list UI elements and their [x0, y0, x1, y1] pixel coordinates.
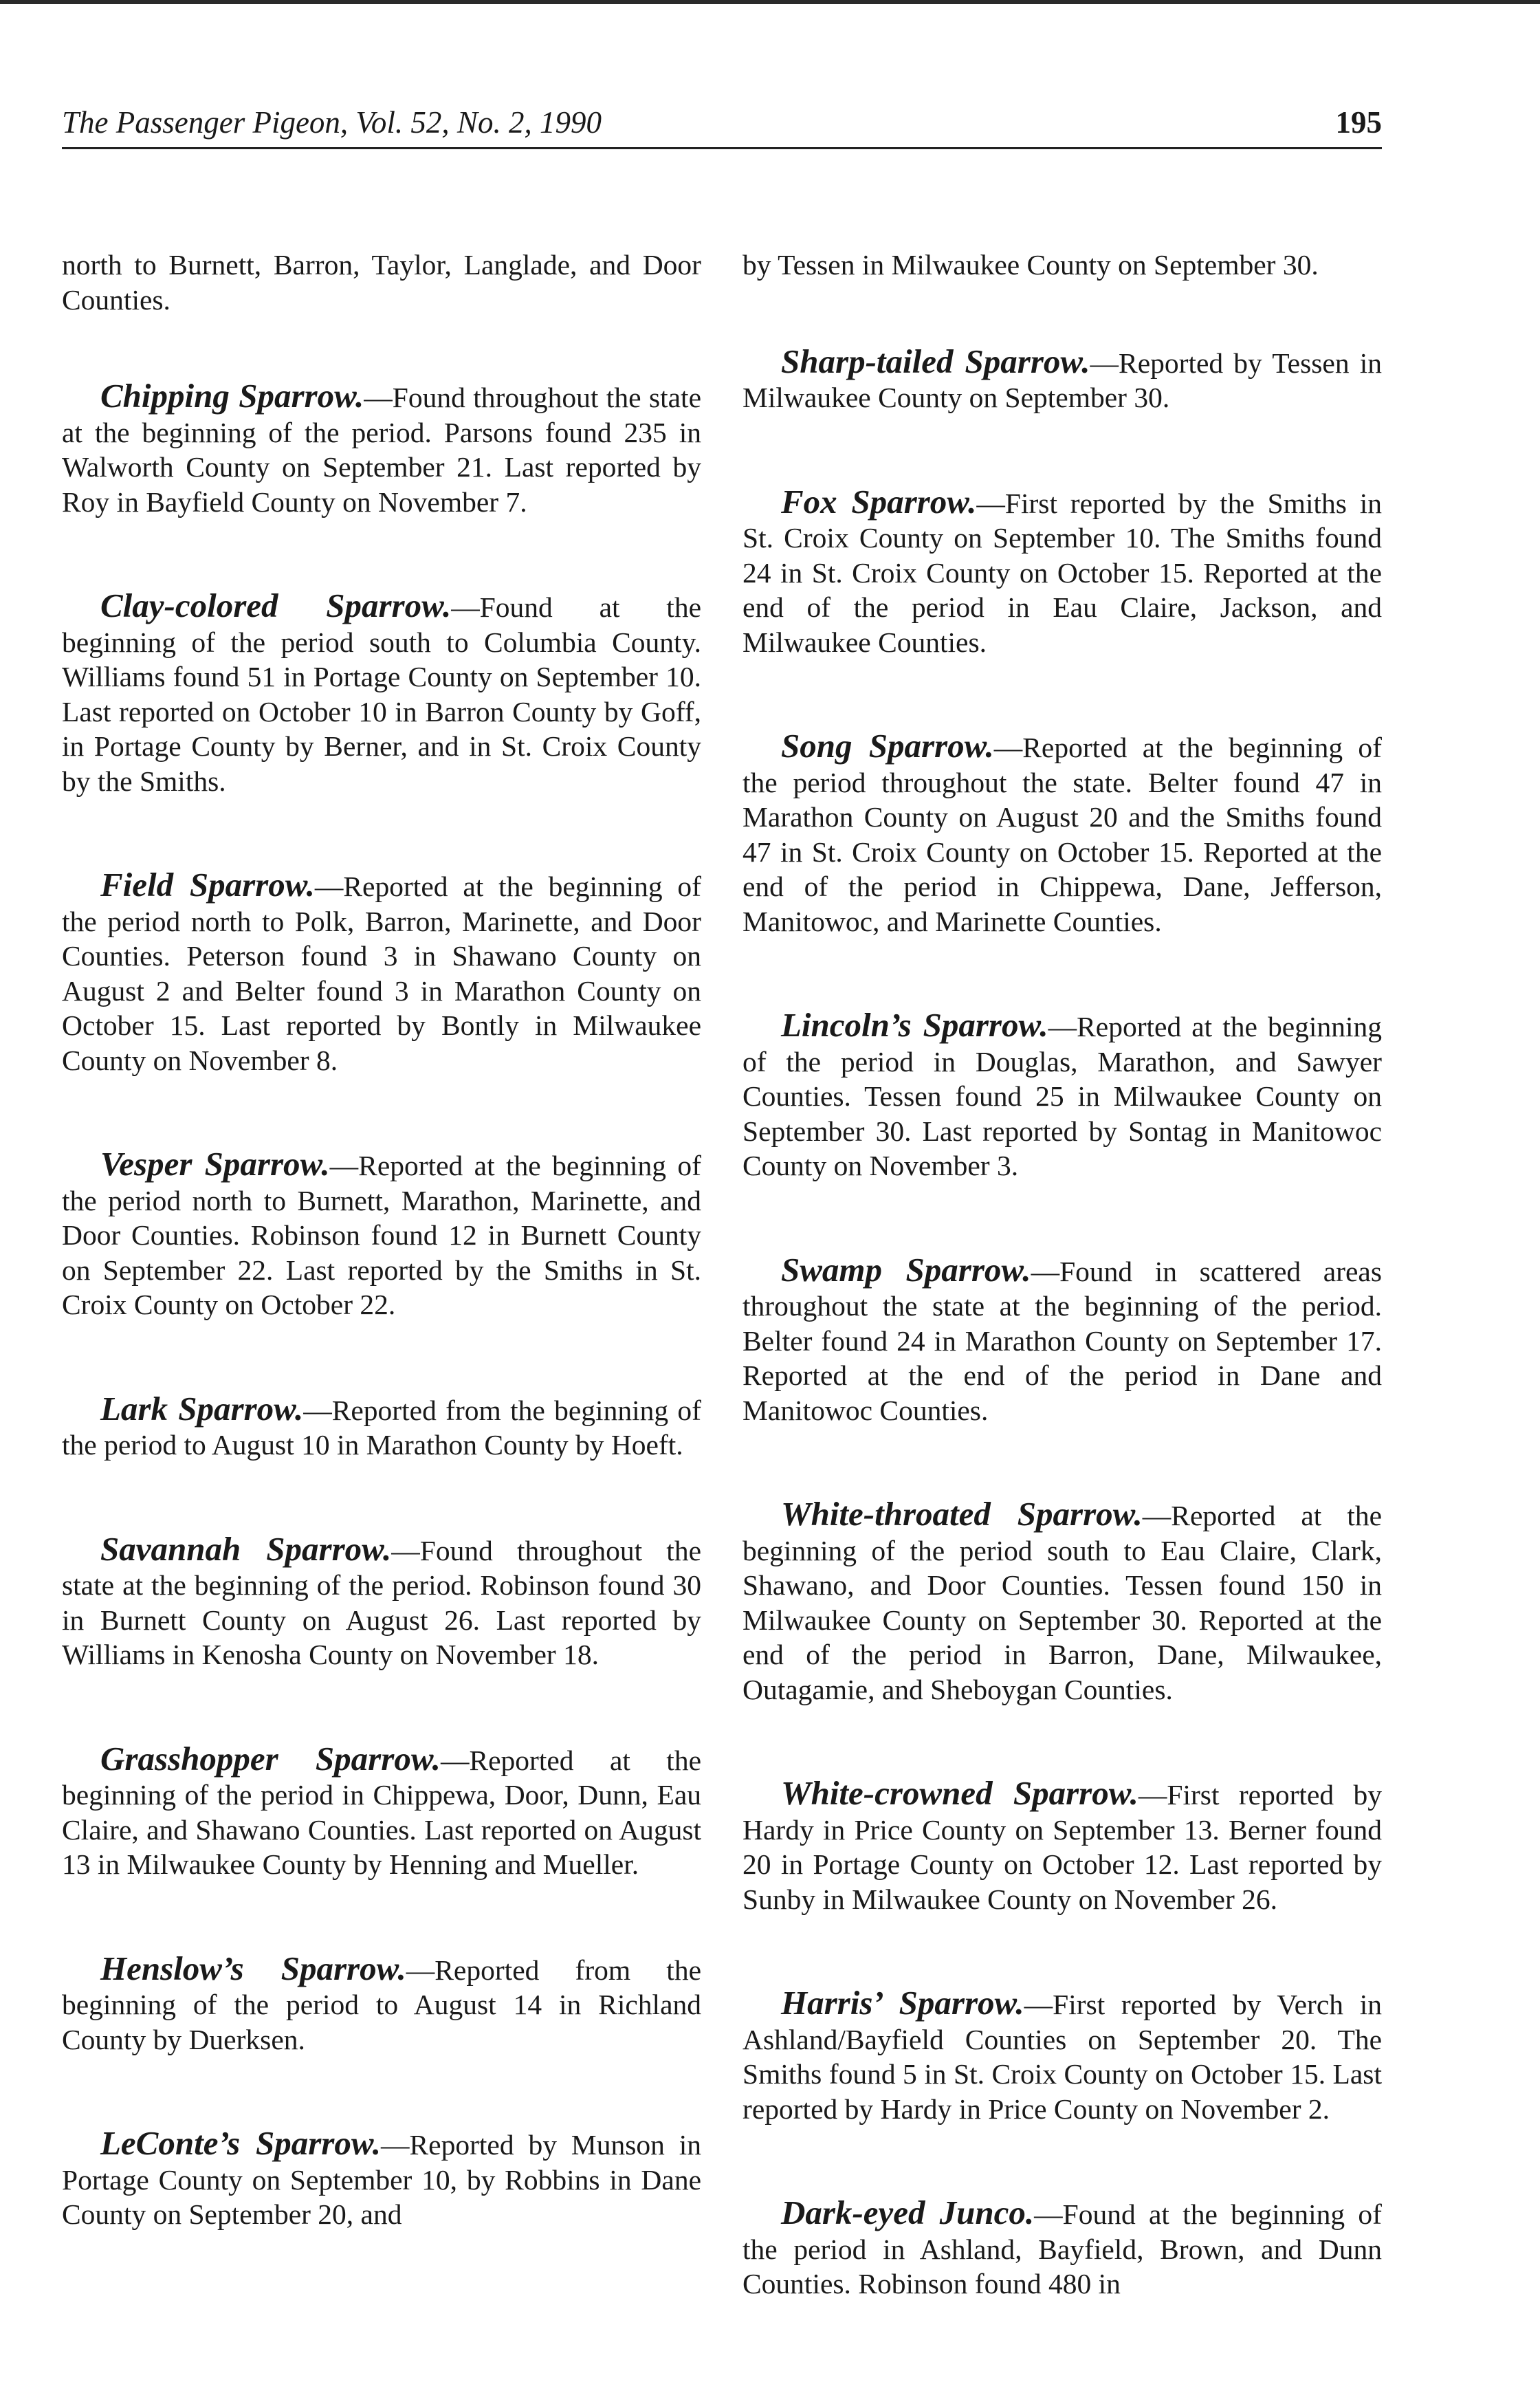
- species-entry: [62, 868, 701, 1078]
- species-name: Harris’ Sparrow.: [781, 1984, 1024, 2022]
- species-name: Song Sparrow.: [781, 727, 994, 765]
- species-account: —Reported at the beginning of the period north to Burnett, Marathon, Marinette, and Door Counties. Robinson found 12 in Burnett County on September 22. Last reported by the Smiths in St. Croix County on October 22.: [62, 1150, 701, 1320]
- species-account: —Reported at the beginning of the period in Douglas, Marathon, and Sawyer Counties. Tessen found 25 in Milwaukee County on September 30. Last reported by Sontag in Manitowoc County on November 3.: [742, 1011, 1382, 1181]
- species-name: Vesper Sparrow.: [100, 1145, 330, 1183]
- species-name: Field Sparrow.: [100, 866, 315, 904]
- species-entry: [62, 1739, 701, 1882]
- left-column: [62, 248, 701, 2302]
- species-entry: [742, 1250, 1382, 1428]
- species-name: Savannah Sparrow.: [100, 1529, 392, 1568]
- species-entry: [742, 1497, 1382, 1707]
- species-account: —Reported at the beginning of the period north to Polk, Barron, Marinette, and Door Counties. Peterson found 3 in Shawano County on August 2 and Belter found 3 in Marathon County on October 15. Last reported by Bontly in Milwaukee County on November 8.: [62, 871, 701, 1076]
- species-entry: [742, 729, 1382, 939]
- species-name: Lincoln’s Sparrow.: [781, 1006, 1048, 1044]
- species-entry: [742, 1776, 1382, 1916]
- right-column: [742, 248, 1382, 2371]
- species-entry: [62, 379, 701, 519]
- species-entry: [62, 2126, 701, 2232]
- species-name: Sharp-tailed Sparrow.: [781, 342, 1090, 380]
- species-account: —Reported from the beginning of the period to August 10 in Marathon County by Hoeft.: [62, 1394, 701, 1461]
- species-name: Henslow’s Sparrow.: [100, 1949, 406, 1987]
- species-name: Swamp Sparrow.: [781, 1250, 1031, 1289]
- species-name: Chipping Sparrow.: [100, 377, 364, 415]
- species-name: Clay-colored Sparrow.: [100, 587, 452, 624]
- species-account: —First reported by Verch in Ashland/Bayfield Counties on September 20. The Smiths found 5 in St. Croix County on October 15. Last reported by Hardy in Price County on November 2.: [742, 1989, 1382, 2125]
- top-border: [0, 0, 1540, 4]
- species-entry: [62, 1949, 701, 2057]
- species-account: —Reported by Munson in Portage County on September 10, by Robbins in Dane County on September 20, and: [62, 2129, 701, 2230]
- species-account: —First reported by the Smiths in St. Croix County on September 10. The Smiths found 24 in St. Croix County on October 15. Reported at the end of the period in Eau Claire, Jackson, and Milwaukee Counties.: [742, 487, 1383, 658]
- species-account: —Reported at the beginning of the period throughout the state. Belter found 47 in Marathon County on August 20 and the Smiths found 47 in St. Croix County on October 15. Reported at the end of the period in Chippewa, Dane, Jefferson, Manitowoc, and Marinette Counties.: [742, 732, 1382, 937]
- species-account: —Reported at the beginning of the period in Chippewa, Door, Dunn, Eau Claire, and Shawano Counties. Last reported on August 13 in Milwaukee County by Henning and Mueller.: [62, 1744, 701, 1880]
- species-entry: [742, 342, 1383, 415]
- continuation-text: north to Burnett, Barron, Taylor, Langlade, and Door Counties.: [62, 249, 701, 316]
- species-name: Lark Sparrow.: [100, 1389, 304, 1428]
- species-entry: [62, 589, 701, 798]
- species-name: Grasshopper Sparrow.: [100, 1739, 441, 1778]
- species-name: White-throated Sparrow.: [781, 1495, 1143, 1533]
- species-account: —First reported by Hardy in Price County on September 13. Berner found 20 in Portage County on October 12. Last reported by Sunby in Milwaukee County on November 26.: [742, 1779, 1382, 1915]
- species-entry: [742, 2196, 1382, 2302]
- species-entry: [742, 482, 1383, 660]
- journal-citation: The Passenger Pigeon, Vol. 52, No. 2, 1990: [62, 105, 602, 140]
- species-account: —Reported from the beginning of the period to August 14 in Richland County by Duerksen.: [62, 1954, 701, 2055]
- species-account: —Reported at the beginning of the period south to Eau Claire, Clark, Shawano, and Door Counties. Tessen found 150 in Milwaukee County on September 30. Reported at the end of the period in Barron, Dane, Milwaukee, Outagamie, and Sheboygan Counties.: [742, 1500, 1382, 1705]
- species-account: —Found at the beginning of the period in Ashland, Bayfield, Brown, and Dunn Counties. Robinson found 480 in: [742, 2198, 1383, 2299]
- species-name: White-crowned Sparrow.: [781, 1774, 1138, 1812]
- species-name: LeConte’s Sparrow.: [100, 2124, 381, 2162]
- species-account: —Found throughout the state at the beginning of the period. Parsons found 235 in Walworth County on September 21. Last reported by Roy in Bayfield County on November 7.: [62, 382, 701, 518]
- species-account: —Found at the beginning of the period south to Columbia County. Williams found 51 in Portage County on September 10. Last reported on October 10 in Barron County by Goff, in Portage County by Berner, and in St. Croix County by the Smiths.: [62, 591, 701, 797]
- species-account: —Found in scattered areas throughout the state at the beginning of the period. Belter found 24 in Marathon County on September 17. Reported at the end of the period in Dane and Manitowoc Counties.: [742, 1255, 1382, 1426]
- species-account: —Found throughout the state at the beginning of the period. Robinson found 30 in Burnett County on August 26. Last reported by Williams in Kenosha County on November 18.: [62, 1534, 701, 1670]
- species-entry: [62, 1147, 701, 1322]
- page-header: [62, 102, 1382, 149]
- species-name: Dark-eyed Junco.: [781, 2194, 1035, 2231]
- species-entry: [62, 1389, 701, 1463]
- species-entry: [742, 1986, 1382, 2126]
- species-entry: [742, 1008, 1382, 1183]
- species-account: —Reported by Tessen in Milwaukee County on September 30.: [742, 347, 1383, 413]
- continuation-text: by Tessen in Milwaukee County on September 30.: [742, 249, 1319, 281]
- species-entry: [62, 1529, 701, 1672]
- species-name: Fox Sparrow.: [781, 482, 977, 521]
- page-number: 195: [1335, 105, 1382, 140]
